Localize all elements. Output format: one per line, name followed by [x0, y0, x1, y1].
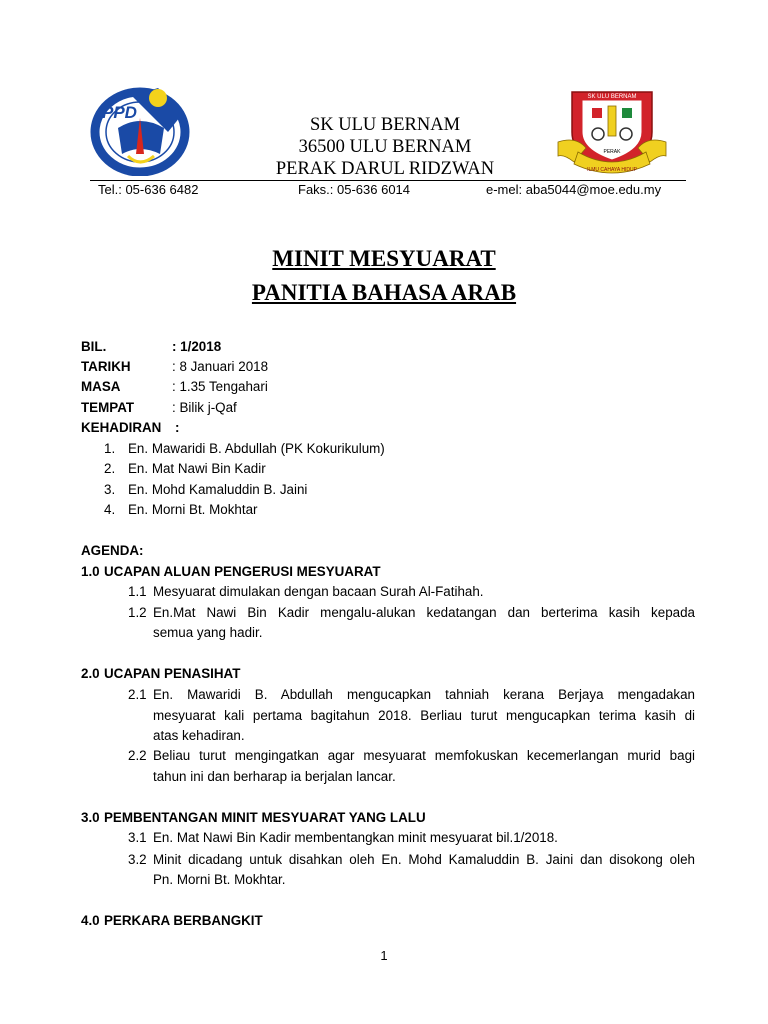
section-title: PEMBENTANGAN MINIT MESYUARAT YANG LALU [104, 810, 426, 825]
meta-label-bil: BIL. [81, 339, 107, 354]
meta-value-kehadiran: : [175, 420, 180, 435]
email: e-mel: aba5044@moe.edu.my [486, 182, 662, 197]
item-text: semua yang hadir. [153, 625, 263, 640]
section-number: 3.0 [81, 810, 100, 825]
item-text: Mesyuarat dimulakan dengan bacaan Surah Al-Fatihah. [153, 584, 484, 599]
section-title: UCAPAN PENASIHAT [104, 666, 241, 681]
item-text: atas kehadiran. [153, 728, 245, 743]
agenda-heading: AGENDA: [81, 543, 144, 558]
ppd-logo [88, 84, 196, 176]
item-text: tahun ini dan berharap ia berjalan lancar. [153, 769, 396, 784]
item-number: 3.1 [128, 830, 147, 845]
school-postcode-town: 36500 ULU BERNAM [298, 137, 472, 157]
meta-value-bil: : 1/2018 [172, 339, 222, 354]
item-number: 1.1 [128, 584, 147, 599]
section-title: PERKARA BERBANGKIT [104, 913, 263, 928]
item-number: 3.2 [128, 852, 147, 867]
meta-value-tarikh: : 8 Januari 2018 [172, 359, 269, 374]
meta-label-tempat: TEMPAT [81, 400, 135, 415]
attendee-number: 2. [104, 461, 116, 476]
item-text: En. Mat Nawi Bin Kadir membentangkan minit mesyuarat bil.1/2018. [153, 830, 558, 845]
document-title-line2: PANITIA BAHASA ARAB [251, 280, 517, 305]
attendee-number: 1. [104, 441, 116, 456]
section-title: UCAPAN ALUAN PENGERUSI MESYUARAT [104, 564, 381, 579]
attendee-number: 3. [104, 482, 116, 497]
fax: Faks.: 05-636 6014 [298, 182, 411, 197]
attendee-number: 4. [104, 502, 116, 517]
school-state: PERAK DARUL RIDZWAN [275, 159, 495, 179]
ppd-logo-text: PPD [102, 103, 137, 122]
school-crest [556, 86, 668, 176]
item-text: Pn. Morni Bt. Mokhtar. [153, 872, 286, 887]
section-number: 2.0 [81, 666, 100, 681]
meta-label-masa: MASA [81, 379, 121, 394]
item-number: 2.2 [128, 748, 147, 763]
meta-label-tarikh: TARIKH [81, 359, 131, 374]
attendee-name: En. Mat Nawi Bin Kadir [128, 461, 266, 476]
document-title-line1: MINIT MESYUARAT [272, 246, 496, 271]
item-text: En. Mawaridi B. Abdullah mengucapkan tahniah kerana Berjaya mengadakan [153, 687, 695, 702]
meta-label-kehadiran: KEHADIRAN [81, 420, 162, 435]
attendee-name: En. Mawaridi B. Abdullah (PK Kokurikulum) [128, 441, 385, 456]
item-number: 1.2 [128, 605, 147, 620]
crest-top-text: SK ULU BERNAM [587, 94, 637, 100]
letterhead-divider [90, 180, 686, 181]
item-text: Minit dicadang untuk disahkan oleh En. Mohd Kamaluddin B. Jaini dan disokong oleh [153, 852, 695, 867]
section-number: 4.0 [81, 913, 100, 928]
crest-ribbon-text: ILMU CAHAYA HIDUP [587, 167, 637, 173]
item-number: 2.1 [128, 687, 147, 702]
item-text: Beliau turut mengingatkan agar mesyuarat memfokuskan kecemerlangan murid bagi [153, 748, 695, 763]
item-text: mesyuarat kali pertama bagitahun 2018. Berliau turut mengucapkan terima kasih di [153, 708, 695, 723]
attendee-name: En. Mohd Kamaluddin B. Jaini [128, 482, 308, 497]
school-name: SK ULU BERNAM [309, 115, 461, 135]
item-text: En.Mat Nawi Bin Kadir mengalu-alukan kedatangan dan berterima kasih kepada [153, 605, 695, 620]
telephone: Tel.: 05-636 6482 [98, 182, 199, 197]
crest-banner-text: PERAK [603, 149, 621, 155]
meta-value-tempat: : Bilik j-Qaf [172, 400, 237, 415]
section-number: 1.0 [81, 564, 100, 579]
attendee-name: En. Morni Bt. Mokhtar [128, 502, 258, 517]
page-number: 1 [380, 948, 388, 963]
meta-value-masa: : 1.35 Tengahari [172, 379, 268, 394]
